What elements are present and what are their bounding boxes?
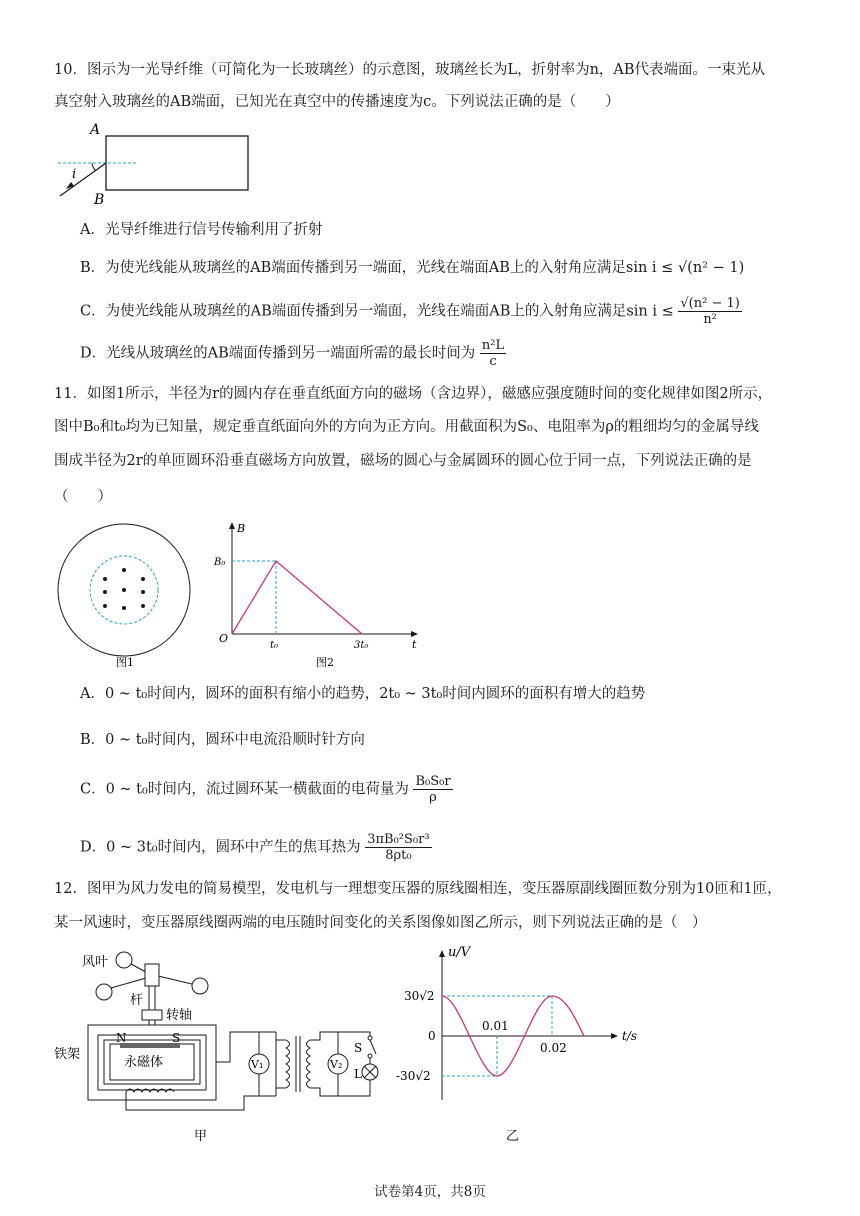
ray-arrowhead xyxy=(66,182,74,189)
fraction-numerator: 3πB₀²S₀r³ xyxy=(367,832,430,847)
label-v1: V₁ xyxy=(251,1058,264,1071)
y-label: u/V xyxy=(448,945,471,960)
fraction-denominator: c xyxy=(489,354,497,369)
fig1-caption: 图1 xyxy=(116,656,134,669)
secondary-coil xyxy=(307,1040,311,1088)
label-v2: V₂ xyxy=(330,1058,343,1071)
field-dots xyxy=(103,568,145,610)
q12-stem-line1: 12．图甲为风力发电的简易模型，发电机与一理想变压器的原线圈相连，变压器原副线圈匝数分别为10匝和1匝， xyxy=(54,881,782,897)
q10-fiber-figure xyxy=(54,122,264,208)
primary-coil xyxy=(286,1040,290,1088)
q11-stem-line3: 围成半径为2r的单匝圆环沿垂直磁场方向放置，磁场的圆心与金属圆环的圆心位于同一点，下列说法正确的是 xyxy=(54,453,752,469)
fraction-denominator: n² xyxy=(703,312,717,327)
y-arrow xyxy=(229,522,235,529)
fraction-numerator: B₀S₀r xyxy=(415,774,451,789)
blade-1 xyxy=(116,952,132,968)
hub xyxy=(145,964,159,986)
b0-label: B₀ xyxy=(214,557,226,568)
q11-option-c-fraction xyxy=(413,774,452,805)
t1-label: 0.01 xyxy=(482,1019,509,1033)
label-s: S xyxy=(172,1031,181,1045)
q11-figure-1 xyxy=(54,520,204,670)
q11-stem-line4: （ ） xyxy=(54,489,112,505)
t0-label: t₀ xyxy=(270,640,279,651)
label-lamp: L xyxy=(354,1067,362,1081)
t3-label: 3t₀ xyxy=(354,640,369,651)
label-tiejia: 铁架 xyxy=(54,1047,81,1062)
x-arrow xyxy=(411,631,418,637)
fraction-denominator: 8ρt₀ xyxy=(385,848,412,863)
q10-stem-line1: 10．图示为一光导纤维（可简化为一长玻璃丝）的示意图，玻璃丝长为L，折射率为n，AB代表端面。一束光从 xyxy=(54,62,766,78)
q11-option-a: A．0 ~ t₀时间内，圆环的面积有缩小的趋势，2t₀ ~ 3t₀时间内圆环的面积有增大的趋势 xyxy=(80,686,646,702)
blade-2 xyxy=(96,984,112,1000)
x-label: t/s xyxy=(622,1029,638,1043)
label-gan: 杆 xyxy=(130,993,144,1008)
magnet-bar xyxy=(120,1043,180,1048)
caption-jia: 甲 xyxy=(194,1129,208,1144)
label-a: A xyxy=(90,122,101,138)
q11-stem-line2: 图中B₀和t₀均为已知量，规定垂直纸面向外的方向为正方向。用截面积为S₀、电阻率为ρ的粗细均匀的金属导线 xyxy=(54,419,759,435)
fig2-caption: 图2 xyxy=(316,656,334,669)
q11-stem-line1: 11．如图1所示，半径为r的圆内存在垂直纸面方向的磁场（含边界），磁感应强度随时间的变化规律如图2所示， xyxy=(54,386,773,402)
label-zhuanzhou: 转轴 xyxy=(166,1008,193,1023)
q10-option-d-text: D．光线从玻璃丝的AB端面传播到另一端面所需的最长时间为 xyxy=(80,345,476,362)
q10-stem-line2: 真空射入玻璃丝的AB端面，已知光在真空中的传播速度为c。下列说法正确的是（ ） xyxy=(54,94,620,110)
q11-option-d xyxy=(80,832,432,863)
fraction-numerator: n²L xyxy=(481,338,505,353)
y-label: B xyxy=(237,522,246,535)
q10-option-d xyxy=(80,338,506,369)
q10-option-a: A．光导纤维进行信号传输利用了折射 xyxy=(80,222,323,238)
y-arrow xyxy=(439,950,445,957)
q11-option-d-fraction xyxy=(365,832,431,863)
q10-option-d-fraction xyxy=(480,338,506,369)
q11-option-c xyxy=(80,774,453,805)
q10-option-b: B．为使光线能从玻璃丝的AB端面传播到另一端面，光线在端面AB上的入射角应满足sin i ≤ √(n² − 1) xyxy=(80,260,745,276)
angle-arc xyxy=(92,163,96,171)
blade-3 xyxy=(192,978,208,994)
zero-label: 0 xyxy=(428,1029,436,1043)
shaft-block xyxy=(142,1010,162,1020)
q10-option-c-text: C．为使光线能从玻璃丝的AB端面传播到另一端面，光线在端面AB上的入射角应满足sin i ≤ xyxy=(80,303,674,320)
page-footer: 试卷第4页，共8页 xyxy=(374,1184,486,1200)
q11-option-c-text: C．0 ~ t₀时间内，流过圆环某一横截面的电荷量为 xyxy=(80,781,409,798)
switch-blade xyxy=(370,1040,376,1054)
fraction-denominator: ρ xyxy=(429,790,437,805)
glass-fiber-rect xyxy=(106,136,248,190)
q12-stem-line2: 某一风速时，变压器原线圈两端的电压随时间变化的关系图像如图乙所示，则下列说法正确的是（ ） xyxy=(54,915,707,931)
origin-label: O xyxy=(219,632,229,645)
t2-label: 0.02 xyxy=(540,1041,567,1055)
label-yongciti: 永磁体 xyxy=(124,1055,164,1070)
q11-option-d-text: D．0 ~ 3t₀时间内，圆环中产生的焦耳热为 xyxy=(80,839,361,856)
label-b: B xyxy=(94,192,105,208)
label-n: N xyxy=(116,1031,127,1045)
fraction-numerator: √(n² − 1) xyxy=(680,296,740,311)
q12-figure-jia xyxy=(54,940,394,1145)
x-label: t xyxy=(412,638,417,651)
label-fengye: 风叶 xyxy=(82,955,109,970)
top-label: 30√2 xyxy=(404,989,435,1003)
q10-option-c xyxy=(80,296,742,327)
q10-option-c-fraction xyxy=(678,296,741,327)
caption-yi: 乙 xyxy=(506,1129,520,1144)
b-curve xyxy=(232,561,362,634)
q12-figure-yi xyxy=(390,940,680,1145)
x-arrow xyxy=(611,1033,618,1039)
label-switch: S xyxy=(354,1041,363,1055)
q11-option-b: B．0 ~ t₀时间内，圆环中电流沿顺时针方向 xyxy=(80,732,365,748)
label-i: i xyxy=(72,167,77,182)
q11-figure-2 xyxy=(210,520,430,670)
bottom-label: -30√2 xyxy=(396,1069,431,1083)
